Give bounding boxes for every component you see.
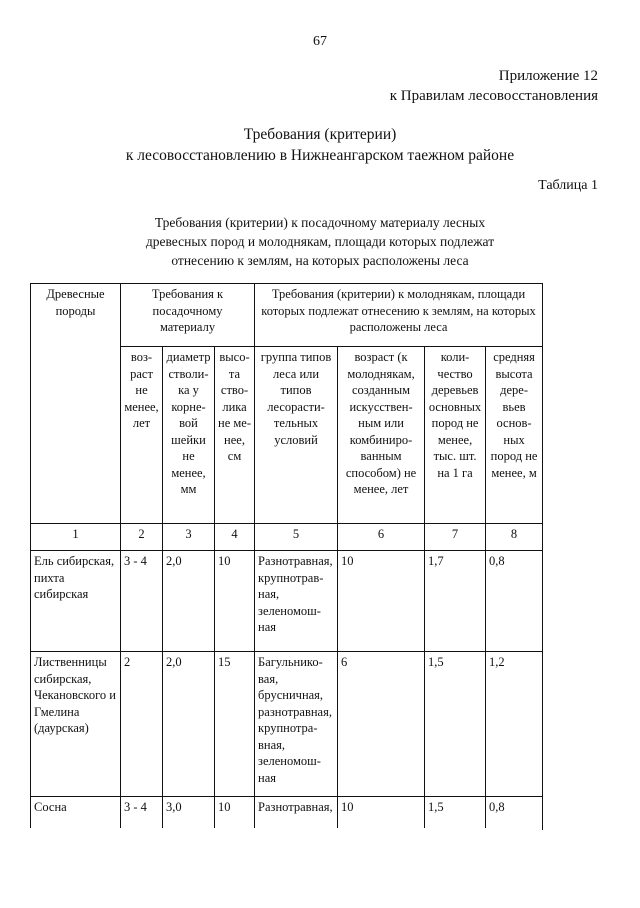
cell-diameter: 3,0 [163,797,215,830]
caption-line-1: Требования (критерии) к посадочному материалу лесных [154,215,486,230]
page-number: 67 [313,34,327,49]
cell-avg-height: 0,8 [486,551,543,652]
cell-forest-type: Багульнико-вая, брусничная, разнотравная, крупнотра-вная, зеленомош-ная [255,652,338,797]
column-number: 8 [486,524,543,551]
table-row [31,551,543,652]
cell-species: Сосна [31,797,121,830]
header-young-stands: Требования (критерии) к молоднякам, площади которых подлежат отнесению к землям, на которых расположены леса [255,284,543,347]
header-species: Древесные породы [31,284,121,524]
cell-young-age: 6 [338,652,425,797]
header-planting-material: Требования к посадочному материалу [121,284,255,347]
cell-age: 3 - 4 [121,797,163,830]
title-line-1: Требования (критерии) [243,126,397,143]
column-number: 7 [425,524,486,551]
cell-tree-count: 1,5 [425,652,486,797]
column-number: 6 [338,524,425,551]
cell-age: 2 [121,652,163,797]
caption-line-2: древесных пород и молоднякам, площади которых подлежат [145,234,495,249]
table-caption [0,213,640,270]
cell-height: 10 [215,797,255,830]
column-number: 1 [31,524,121,551]
column-number: 5 [255,524,338,551]
table-row [31,797,543,830]
appendix-reference [390,66,598,106]
column-number: 2 [121,524,163,551]
cell-species: Ель сибирская, пихта сибирская [31,551,121,652]
column-number: 3 [163,524,215,551]
cell-species: Лиственницы сибирская, Чекановского и Гмелина (даурская) [31,652,121,797]
header-col-forest-type: группа типов леса или типов лесорасти-тельных условий [255,347,338,524]
cell-height: 10 [215,551,255,652]
cell-diameter: 2,0 [163,652,215,797]
cell-forest-type: Разнотравная, [255,797,338,830]
title-line-2: к лесовосстановлению в Нижнеангарском таежном районе [125,147,515,164]
header-col-avg-height: средняя высота дере-вьев основ-ных пород не менее, м [486,347,543,524]
caption-line-3: отнесению к землям, на которых расположены леса [171,253,469,268]
cell-tree-count: 1,7 [425,551,486,652]
cell-avg-height: 1,2 [486,652,543,797]
cell-height: 15 [215,652,255,797]
column-number: 4 [215,524,255,551]
column-number-row [31,524,543,551]
cell-tree-count: 1,5 [425,797,486,830]
table-label: Таблица 1 [538,178,598,193]
header-row-group [31,284,543,347]
cell-age: 3 - 4 [121,551,163,652]
header-col-young-age: возраст (к молоднякам, созданным искусствен-ным или комбиниро-ванным способом) не менее, лет [338,347,425,524]
header-col-diameter: диаметр стволи-ка у корне-вой шейки не менее, мм [163,347,215,524]
cell-avg-height: 0,8 [486,797,543,830]
header-col-tree-count: коли-чество деревьев основных пород не менее, тыс. шт. на 1 га [425,347,486,524]
document-title [0,124,640,166]
cell-diameter: 2,0 [163,551,215,652]
header-col-height: высо-та ство-лика не ме-нее, см [215,347,255,524]
appendix-line-1: Приложение 12 [498,68,598,84]
header-col-age: воз-раст не менее, лет [121,347,163,524]
requirements-table [30,283,543,830]
page-bottom-margin [30,828,542,908]
cell-young-age: 10 [338,797,425,830]
appendix-line-2: к Правилам лесовосстановления [389,88,598,104]
table-row [31,652,543,797]
cell-young-age: 10 [338,551,425,652]
cell-forest-type: Разнотравная, крупнотрав-ная, зеленомош-ная [255,551,338,652]
